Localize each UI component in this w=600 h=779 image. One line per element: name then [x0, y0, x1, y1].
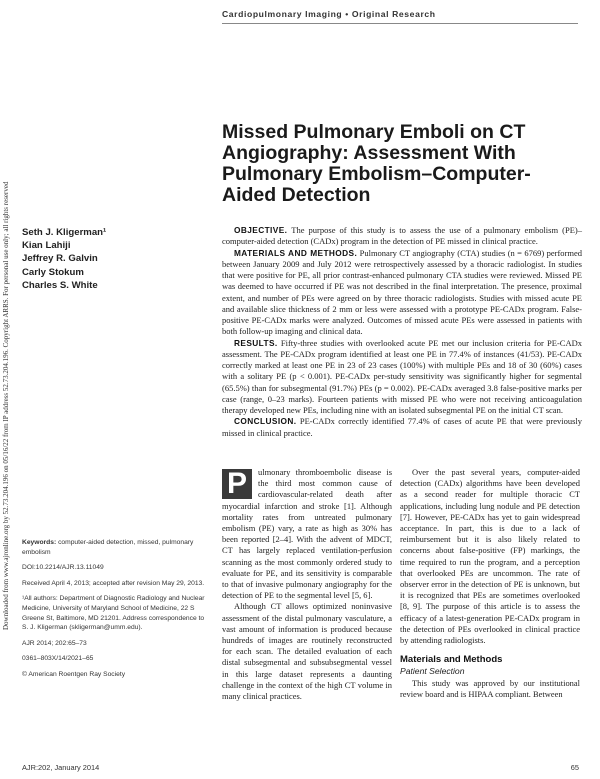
author-name: Charles S. White: [22, 279, 98, 291]
section-kicker: Cardiopulmonary Imaging • Original Research: [222, 9, 436, 19]
received-date: Received April 4, 2013; accepted after revision May 29, 2013.: [22, 579, 205, 587]
objective-heading: OBJECTIVE.: [234, 225, 288, 235]
methods-text: Pulmonary CT angiography (CTA) studies (n = 6769) performed between January 2009 and July 2012 were retrospectively assessed by a thoracic radiologist. In studies that were positive for PE, all prior contrast-enhanced pulmonary CTA studies were reviewed. Missed PE was deemed to have occurred if PE was not described in the final interpretation. The presence, proximal extent, and number of PEs were agreed on by three thoracic radiologists. Studies with missed acute PE and available slice thickness of 2 mm or less were assessed with a prototype PE-CADx program. False-positive PE-CADx marks were analyzed. Outcomes of missed acute PEs were assessed in patients with both follow-up imaging and clinical data.: [222, 247, 582, 337]
author-name: Seth J. Kligerman¹: [22, 227, 107, 238]
article-title: Missed Pulmonary Emboli on CT Angiography: Assessment With Pulmonary Embolism–Computer-Aided Detection: [222, 121, 531, 206]
body-column-2: [400, 467, 580, 700]
page-number: 65: [570, 763, 579, 772]
author-affiliation: ¹All authors: Department of Diagnostic Radiology and Nuclear Medicine, University of Maryland School of Medicine, 22 S Greene St, Baltimore, MD 21201. Address correspondence to S. J. Kligerman (skligerman@umm.edu).: [22, 595, 205, 632]
keywords-label: Keywords:: [22, 539, 57, 546]
journal-footer: AJR:202, January 2014: [22, 763, 100, 772]
abstract-results: [222, 338, 582, 417]
author-list: [22, 226, 212, 292]
results-text: Fifty-three studies with overlooked acute PE met our inclusion criteria for PE-CADx assessment. The PE-CADx program identified at least one PE in 77.4% of instances (41/53). PE-CADx correctly marked at least one PE in 23 of 23 cases (100%) with multiple PEs and 18 of 30 (60%) cases with a solitary PE (p < 0.001). PE-CADx per-study sensitivity was significantly higher for segmental (65.5%) than for subsegmental (91.7%) PEs (p = 0.002). PE-CADx averaged 3.8 false-positive marks per case (range, 0–23 marks). Fourteen patients with missed PE who were not receiving anticoagulation therapy developed new PEs, including nine with an isolated subsegmental PE on the initial CT scan.: [222, 337, 583, 415]
objective-text: The purpose of this study is to assess the use of a pulmonary embolism (PE)–computer-aided detection (CADx) program in the detection of PE missed in clinical practice.: [222, 225, 582, 247]
author-name: Kian Lahiji: [22, 240, 71, 252]
download-notice: Downloaded from www.ajronline.org by 52.73.204.196 on 05/16/22 from IP address 52.73.204.196. Copyright ARRS. For personal use only; all rights reserved: [2, 181, 10, 630]
copyright: © American Roentgen Ray Society: [22, 670, 126, 678]
intro-paragraph: [222, 467, 392, 601]
issn: 0361–803X/14/2021–65: [22, 655, 94, 663]
abstract-methods: [222, 248, 582, 338]
abstract: [222, 225, 582, 439]
author-name: Carly Stokum: [22, 266, 84, 278]
header-divider: [222, 23, 578, 24]
methods-section-heading: Materials and Methods: [400, 654, 503, 666]
doi[interactable]: DOI:10.2214/AJR.13.11049: [22, 564, 104, 572]
abstract-objective: [222, 225, 582, 248]
citation: AJR 2014; 202:65–73: [22, 639, 87, 647]
drop-cap: P: [222, 469, 252, 499]
keywords: [22, 538, 212, 557]
body-paragraph: Although CT allows optimized noninvasive assessment of the distal pulmonary vasculature, a vast amount of information is produced because hundreds of images are routinely reconstructed for each scan. The detailed evaluation of each distal subsegmental and subsubsegmental vessel in this large dataset represents a daunting challenge in the context of the high CT volume in many clinical practices.: [222, 601, 392, 702]
results-heading: RESULTS.: [234, 337, 278, 348]
article-metadata: [22, 538, 212, 686]
methods-heading: MATERIALS AND METHODS.: [234, 247, 358, 258]
body-paragraph: Over the past several years, computer-aided detection (CADx) algorithms have been developed as a second reader for multiple thoracic CT applications, including lung nodule and PE detection [7]. However, PE-CADx has yet to gain widespread acceptance. In part, this is due to a lack of reimbursement but it is also likely related to concerns about false-positive (FP) markings, the time required to run the program, and a perception that overlooked PEs are uncommon. The rate of observer error in the detection of PE is unknown, but it is recognized that PEs are sometimes overlooked [8, 9]. The purpose of this article is to assess the efficacy of a latest-generation PE-CADx program in the detection of PEs overlooked in clinical practice by attending radiologists.: [400, 467, 580, 646]
body-column-1: [222, 467, 392, 702]
conclusion-text: PE-CADx correctly identified 77.4% of cases of acute PE that were previously missed in clinical practice.: [222, 416, 583, 438]
keywords-text: computer-aided detection, missed, pulmonary embolism: [22, 539, 194, 556]
patient-selection-heading: Patient Selection: [400, 666, 465, 677]
abstract-conclusion: [222, 416, 582, 439]
conclusion-heading: CONCLUSION.: [234, 416, 297, 427]
intro-text: ulmonary thromboembolic disease is the third most common cause of cardiovascular-related death after myocardial infarction and stroke [1]. Although mortality rates from untreated pulmonary embolism (PE) vary, a rate as high as 30% has been reported [2–4]. With the advent of MDCT, CT has largely replaced ventilation-perfusion scanning as the most commonly ordered study to evaluate for PE, and its sensitivity is comparable to that of invasive pulmonary angiography for the detection of PE to the segmental level [5, 6].: [222, 467, 392, 601]
author-name: Jeffrey R. Galvin: [22, 253, 98, 265]
body-paragraph: This study was approved by our institutional review board and is HIPAA compliant. Between: [400, 677, 580, 699]
